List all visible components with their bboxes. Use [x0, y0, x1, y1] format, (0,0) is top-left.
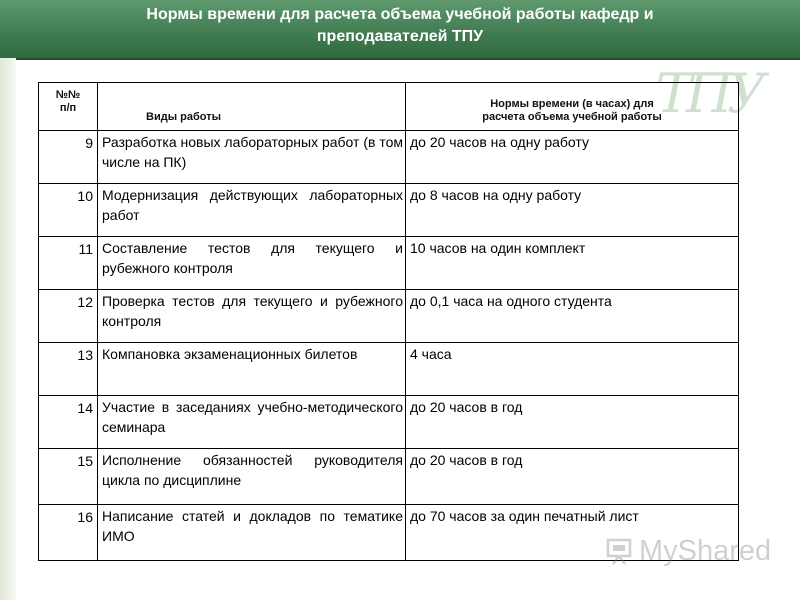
header-num	[39, 83, 98, 131]
table-row	[39, 184, 739, 237]
row-work-type: Исполнение обязанностей руководителя цикла по дисциплине	[98, 449, 406, 505]
table-row	[39, 237, 739, 290]
row-time-norm: до 20 часов в год	[406, 449, 739, 505]
row-work-type: Модернизация действующих лабораторных работ	[98, 184, 406, 237]
table-row	[39, 396, 739, 449]
row-work-type: Участие в заседаниях учебно-методического семинара	[98, 396, 406, 449]
title-line-1: Нормы времени для расчета объема учебной работы кафедр и	[146, 6, 654, 23]
header-work-type: Виды работы	[98, 83, 406, 131]
table-row	[39, 290, 739, 343]
table-row	[39, 343, 739, 396]
slide-header	[0, 0, 800, 60]
row-num: 10	[39, 184, 98, 237]
row-num: 15	[39, 449, 98, 505]
presentation-icon	[605, 536, 635, 566]
row-num: 13	[39, 343, 98, 396]
table-row	[39, 449, 739, 505]
row-time-norm: до 8 часов на одну работу	[406, 184, 739, 237]
myshared-watermark	[605, 533, 771, 569]
row-work-type: Проверка тестов для текущего и рубежного контроля	[98, 290, 406, 343]
row-time-norm: 10 часов на один комплект	[406, 237, 739, 290]
header-norm-line-1: Нормы времени (в часах) для	[490, 98, 654, 110]
row-work-type: Составление тестов для текущего и рубежного контроля	[98, 237, 406, 290]
row-num: 16	[39, 505, 98, 561]
tpu-logo: ТПУ	[655, 62, 760, 125]
table-header-row	[39, 83, 739, 131]
row-work-type: Написание статей и докладов по тематике ИМО	[98, 505, 406, 561]
decorative-side-strip	[0, 58, 16, 600]
row-time-norm: до 70 часов за один печатный лист	[406, 505, 739, 561]
header-norm-line-2: расчета объема учебной работы	[482, 111, 662, 123]
row-time-norm: до 20 часов на одну работу	[406, 131, 739, 184]
row-num: 14	[39, 396, 98, 449]
row-time-norm: до 20 часов в год	[406, 396, 739, 449]
row-num: 9	[39, 131, 98, 184]
row-work-type: Разработка новых лабораторных работ (в том числе на ПК)	[98, 131, 406, 184]
row-work-type: Компановка экзаменационных билетов	[98, 343, 406, 396]
header-time-norm	[406, 83, 739, 131]
row-time-norm: 4 часа	[406, 343, 739, 396]
row-num: 12	[39, 290, 98, 343]
table-row	[39, 131, 739, 184]
watermark-text: MyShared	[639, 534, 772, 567]
row-num: 11	[39, 237, 98, 290]
row-time-norm: до 0,1 часа на одного студента	[406, 290, 739, 343]
slide-title	[70, 4, 730, 48]
norms-table	[38, 82, 739, 561]
header-num-line-1: №№	[55, 89, 81, 101]
title-line-2: преподавателей ТПУ	[316, 28, 484, 45]
header-num-line-2: п/п	[59, 102, 77, 114]
